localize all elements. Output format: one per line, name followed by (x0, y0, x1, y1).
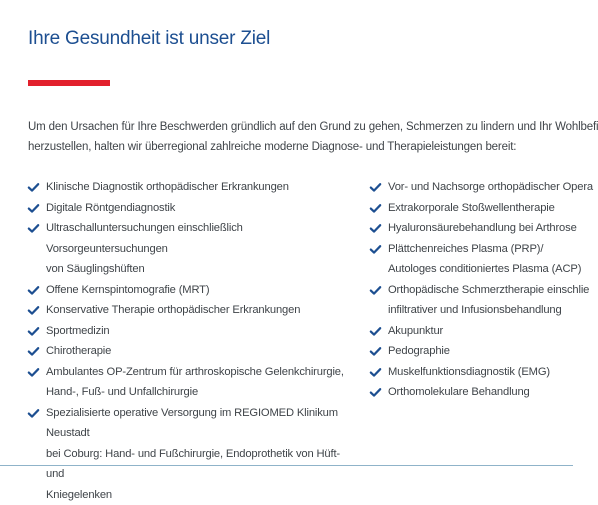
service-text: Offene Kernspintomografie (MRT) (46, 280, 358, 301)
service-text: bei Coburg: Hand- und Fußchirurgie, Endoprothetik von Hüft- und (46, 444, 358, 485)
check-icon (370, 224, 381, 233)
service-text: Ultraschalluntersuchungen einschließlich Vorsorgeuntersuchungen (46, 218, 358, 259)
service-list-item (28, 300, 358, 321)
check-icon (370, 327, 381, 336)
intro-line: Um den Ursachen für Ihre Beschwerden gründlich auf den Grund zu gehen, Schmerzen zu lindern und Ihr Wohlbefi (28, 117, 588, 137)
service-list-left (28, 177, 358, 505)
service-text: Pedographie (388, 341, 590, 362)
service-list-item (28, 280, 358, 301)
check-icon (28, 347, 39, 356)
service-text: Ambulantes OP-Zentrum für arthroskopische Gelenkchirurgie, (46, 362, 358, 383)
service-list-item (370, 382, 590, 403)
service-list-item (370, 177, 590, 198)
service-list-item (28, 177, 358, 198)
service-list-item (370, 280, 590, 321)
check-icon (370, 286, 381, 295)
service-list-item (370, 321, 590, 342)
section-divider (0, 465, 573, 466)
service-list-item (28, 362, 358, 403)
check-icon (370, 204, 381, 213)
service-text: Spezialisierte operative Versorgung im REGIOMED Klinikum Neustadt (46, 403, 358, 444)
service-list-item (370, 198, 590, 219)
service-text: von Säuglingshüften (46, 259, 358, 280)
check-icon (28, 409, 39, 418)
service-text: Extrakorporale Stoßwellentherapie (388, 198, 590, 219)
service-text: Autologes conditioniertes Plasma (ACP) (388, 259, 590, 280)
check-icon (370, 388, 381, 397)
service-list-item (370, 239, 590, 280)
service-list-item (28, 218, 358, 280)
service-text: Hyaluronsäurebehandlung bei Arthrose (388, 218, 590, 239)
check-icon (370, 245, 381, 254)
check-icon (28, 224, 39, 233)
service-text: Chirotherapie (46, 341, 358, 362)
service-text: Digitale Röntgendiagnostik (46, 198, 358, 219)
check-icon (370, 347, 381, 356)
service-list-item (370, 362, 590, 383)
service-text: Kniegelenken (46, 485, 358, 505)
service-text: Plättchenreiches Plasma (PRP)/ (388, 239, 590, 260)
check-icon (28, 327, 39, 336)
service-list-item (28, 403, 358, 505)
check-icon (370, 368, 381, 377)
intro-text (28, 117, 588, 157)
check-icon (28, 204, 39, 213)
check-icon (370, 183, 381, 192)
section-title: Ihre Gesundheit ist unser Ziel (28, 28, 270, 50)
check-icon (28, 306, 39, 315)
service-text: Sportmedizin (46, 321, 358, 342)
check-icon (28, 286, 39, 295)
service-text: Konservative Therapie orthopädischer Erkrankungen (46, 300, 358, 321)
service-text: Klinische Diagnostik orthopädischer Erkrankungen (46, 177, 358, 198)
service-list-item (370, 341, 590, 362)
service-list-right (370, 177, 590, 403)
service-list-item (28, 321, 358, 342)
check-icon (28, 183, 39, 192)
service-text: Vor- und Nachsorge orthopädischer Opera (388, 177, 590, 198)
service-list-item (370, 218, 590, 239)
service-text: Orthopädische Schmerztherapie einschlie (388, 280, 590, 301)
service-list-item (28, 341, 358, 362)
service-text: Hand-, Fuß- und Unfallchirurgie (46, 382, 358, 403)
intro-line: herzustellen, halten wir überregional zahlreiche moderne Diagnose- und Therapieleistungen bereit: (28, 137, 588, 157)
check-icon (28, 368, 39, 377)
service-list-item (28, 198, 358, 219)
service-text: infiltrativer und Infusionsbehandlung (388, 300, 590, 321)
service-text: Orthomolekulare Behandlung (388, 382, 590, 403)
service-text: Akupunktur (388, 321, 590, 342)
title-accent-bar (28, 80, 110, 86)
service-text: Muskelfunktionsdiagnostik (EMG) (388, 362, 590, 383)
